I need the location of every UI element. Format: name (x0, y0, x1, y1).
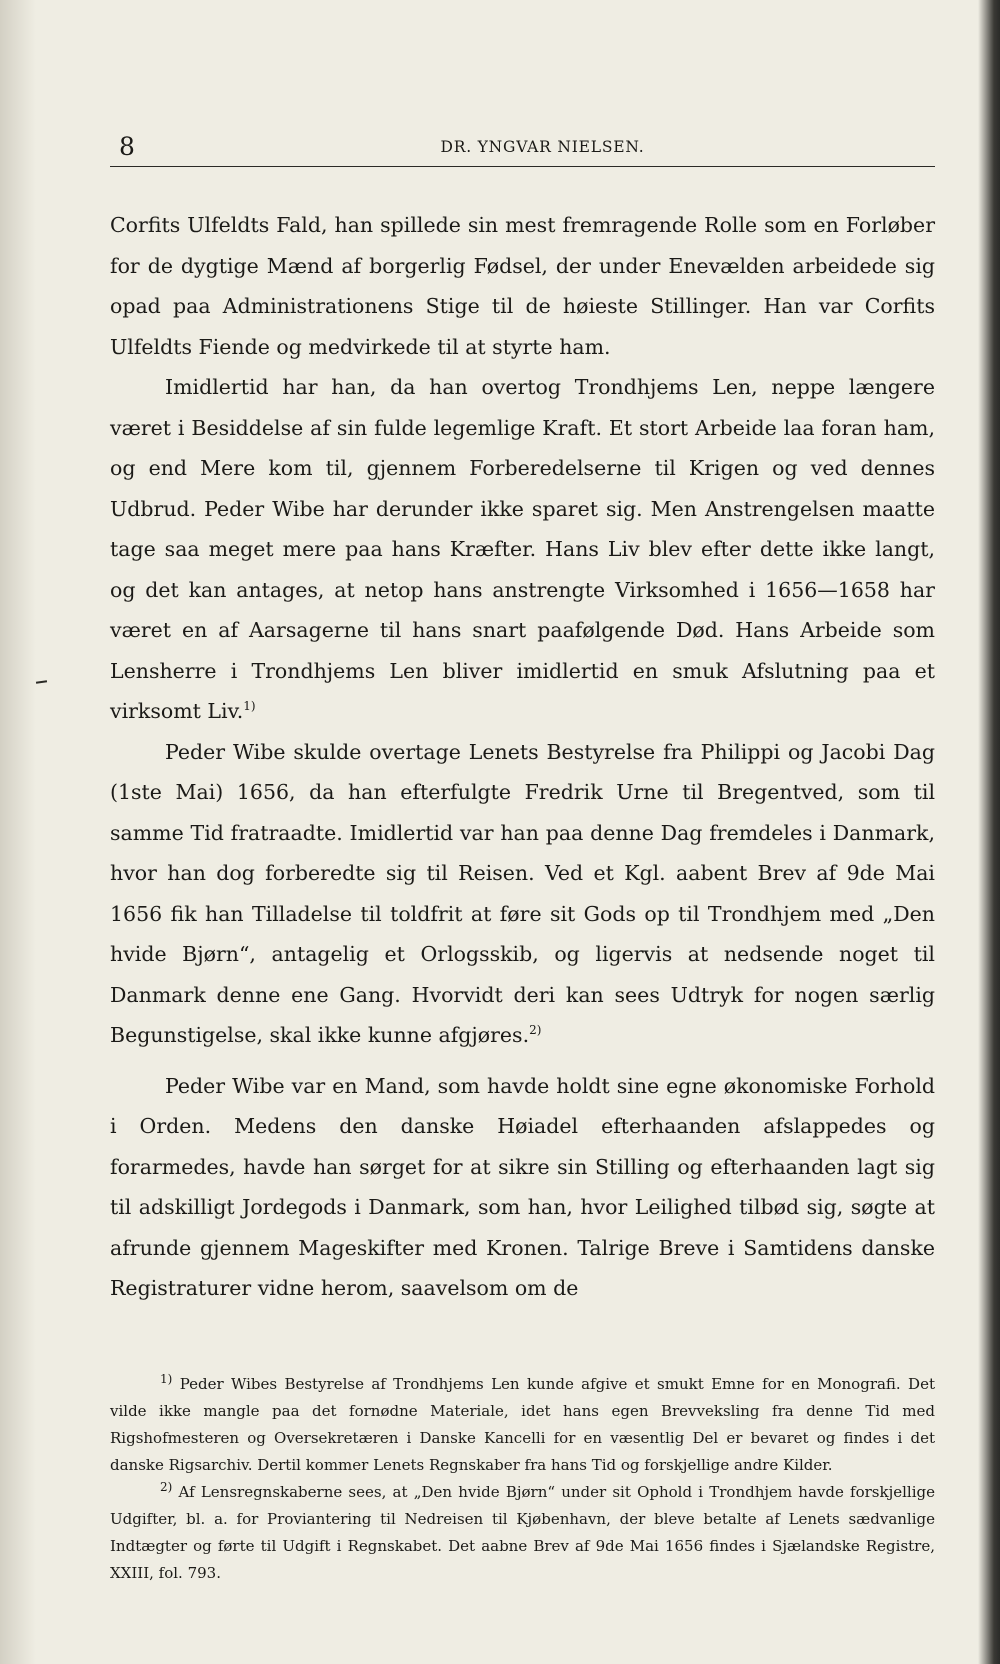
paragraph-2 (110, 367, 935, 732)
paragraph-3-text: Peder Wibe skulde overtage Lenets Bestyrelse fra Philippi og Jacobi Dag (1ste Mai) 1656, da han efterfulgte Fredrik Urne til Bregentved, som til samme Tid fratraadte. Imidlertid var han paa denne Dag fremdeles i Danmark, hvor han dog forberedte sig til Reisen. Ved et Kgl. aabent Brev af 9de Mai 1656 fik han Tilladelse til toldfrit at føre sit Gods op til Trondhjem med „Den hvide Bjørn“, antagelig et Orlogsskib, og ligervis at nedsende noget til Danmark denne ene Gang. Hvorvidt deri kan sees Udtryk for nogen særlig Begunstigelse, skal ikke kunne afgjøres. (110, 739, 935, 1047)
scan-shadow-left (0, 0, 36, 1664)
footnote-ref-1: 1) (243, 699, 256, 714)
footnote-1-text: Peder Wibes Bestyrelse af Trondhjems Len kunde afgive et smukt Emne for en Monografi. Det vilde ikke mangle paa det fornødne Materiale, idet hans egen Brevveksling fra denne Tid med Rigshofmesteren og Oversekretæren i Danske Kancelli for en væsentlig Del er bevaret og findes i det danske Rigsarchiv. Dertil kommer Lenets Regnskaber fra hans Tid og forskjellige andre Kilder. (110, 1374, 935, 1474)
footnote-1 (110, 1371, 935, 1479)
book-page (110, 132, 935, 1587)
paragraph-3 (110, 732, 935, 1056)
paragraph-4: Peder Wibe var en Mand, som havde holdt sine egne økonomiske Forhold i Orden. Medens den danske Høiadel efterhaanden afslappedes og forarmedes, havde han sørget for at sikre sin Stilling og efterhaanden lagt sig til adskilligt Jordegods i Danmark, som han, hvor Leilighed tilbød sig, søgte at afrunde gjennem Mageskifter med Kronen. Talrige Breve i Samtidens danske Registraturer vidne herom, saavelsom om de (110, 1073, 935, 1300)
footnote-ref-2: 2) (529, 1023, 542, 1038)
body-text (110, 205, 935, 1309)
footnote-2 (110, 1479, 935, 1587)
running-head-title: DR. YNGVAR NIELSEN. (440, 138, 645, 156)
margin-mark (36, 680, 47, 684)
paragraph-1: Corfits Ulfeldts Fald, han spillede sin mest fremragende Rolle som en Forløber for de dygtige Mænd af borgerlig Fødsel, der under Enevælden arbeidede sig opad paa Administrationens Stige til de høieste Stillinger. Han var Corfits Ulfeldts Fiende og medvirkede til at styrte ham. (110, 213, 935, 359)
footnote-1-mark: 1) (160, 1371, 173, 1386)
footnote-2-text: Af Lensregnskaberne sees, at „Den hvide Bjørn“ under sit Ophold i Trondhjem havde forskjellige Udgifter, bl. a. for Proviantering til Nedreisen til Kjøbenhavn, der bleve betalte af Lenets sædvanlige Indtægter og førte til Udgift i Regnskabet. Det aabne Brev af 9de Mai 1656 findes i Sjælandske Registre, XXIII, fol. 793. (110, 1482, 935, 1582)
scan-shadow-right (978, 0, 1000, 1664)
footnote-2-mark: 2) (160, 1479, 173, 1494)
running-head (110, 132, 935, 167)
paragraph-2-text: Imidlertid har han, da han overtog Trondhjems Len, neppe længere været i Besiddelse af sin fulde legemlige Kraft. Et stort Arbeide laa foran ham, og end Mere kom til, gjennem Forberedelserne til Krigen og ved dennes Udbrud. Peder Wibe har derunder ikke sparet sig. Men Anstrengelsen maatte tage saa meget mere paa hans Kræfter. Hans Liv blev efter dette ikke langt, og det kan antages, at netop hans anstrengte Virksomhed i 1656—1658 har været en af Aarsagerne til hans snart paafølgende Død. Hans Arbeide som Lensherre i Trondhjems Len bliver imidlertid en smuk Afslutning paa et virksomt Liv. (110, 375, 935, 723)
page-number: 8 (119, 132, 135, 161)
footnotes (110, 1371, 935, 1587)
